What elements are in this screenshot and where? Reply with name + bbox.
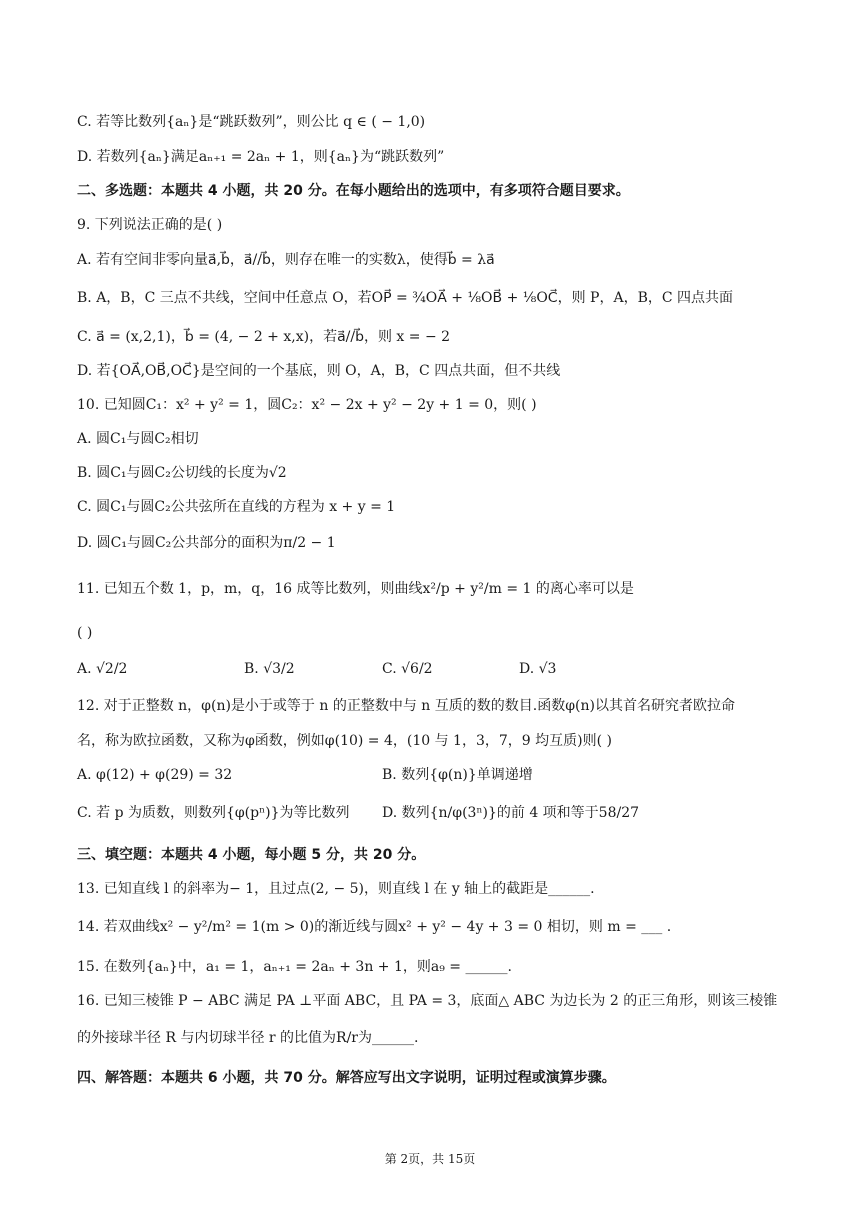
option-12c: C. 若 p 为质数，则数列{φ(pⁿ)}为等比数列: [77, 805, 350, 821]
option-10a: A. 圆C₁与圆C₂相切: [77, 431, 199, 447]
option-10d: D. 圆C₁与圆C₂公共部分的面积为π/2 − 1: [77, 535, 336, 551]
section-4-heading: 四、解答题：本题共 6 小题，共 70 分。解答应写出文字说明，证明过程或演算步骤。: [77, 1070, 616, 1086]
option-12a: A. φ(12) + φ(29) = 32: [77, 767, 233, 783]
question-11: 11. 已知五个数 1，p，m，q，16 成等比数列，则曲线x²/p + y²/m = 1 的离心率可以是: [77, 581, 634, 597]
option-11b: B. √3/2: [244, 661, 295, 677]
option-11d: D. √3: [519, 661, 557, 677]
option-9b: B. A，B，C 三点不共线，空间中任意点 O，若OP⃗ = ¾OA⃗ + ⅛OB⃗ + ⅛OC⃗，则 P，A，B，C 四点共面: [77, 290, 734, 306]
option-8c: C. 若等比数列{aₙ}是“跳跃数列”，则公比 q ∈ ( − 1,0): [77, 114, 426, 130]
option-12d: D. 数列{n/φ(3ⁿ)}的前 4 项和等于58/27: [382, 805, 640, 821]
option-10c: C. 圆C₁与圆C₂公共弦所在直线的方程为 x + y = 1: [77, 499, 396, 515]
option-11c: C. √6/2: [382, 661, 433, 677]
section-3-heading: 三、填空题：本题共 4 小题，每小题 5 分，共 20 分。: [77, 847, 426, 863]
question-10: 10. 已知圆C₁：x² + y² = 1，圆C₂：x² − 2x + y² − 2y + 1 = 0，则( ): [77, 397, 537, 413]
question-16: 16. 已知三棱锥 P − ABC 满足 PA ⊥平面 ABC，且 PA = 3，底面△ ABC 为边长为 2 的正三角形，则该三棱锥: [77, 993, 778, 1009]
question-16-cont: 的外接球半径 R 与内切球半径 r 的比值为R/r为______.: [77, 1030, 419, 1046]
section-2-heading: 二、多选题：本题共 4 小题，共 20 分。在每小题给出的选项中，有多项符合题目要求。: [77, 183, 630, 199]
option-9a: A. 若有空间非零向量a⃗,b⃗，a⃗//b⃗，则存在唯一的实数λ，使得b⃗ = λa⃗: [77, 252, 495, 268]
question-15: 15. 在数列{aₙ}中，a₁ = 1，aₙ₊₁ = 2aₙ + 3n + 1，则a₉ = ______.: [77, 959, 512, 975]
option-9d: D. 若{OA⃗,OB⃗,OC⃗}是空间的一个基底，则 O，A，B，C 四点共面，但不共线: [77, 363, 561, 379]
option-10b: B. 圆C₁与圆C₂公切线的长度为√2: [77, 465, 287, 481]
question-14: 14. 若双曲线x² − y²/m² = 1(m > 0)的渐近线与圆x² + y² − 4y + 3 = 0 相切，则 m = ___ .: [77, 919, 672, 935]
question-13: 13. 已知直线 l 的斜率为− 1，且过点(2, − 5)，则直线 l 在 y 轴上的截距是______.: [77, 881, 595, 897]
option-8d: D. 若数列{aₙ}满足aₙ₊₁ = 2aₙ + 1，则{aₙ}为“跳跃数列”: [77, 149, 445, 165]
question-11-paren: ( ): [77, 625, 93, 641]
option-11a: A. √2/2: [77, 661, 128, 677]
question-12-cont: 名，称为欧拉函数，又称为φ函数，例如φ(10) = 4，(10 与 1，3，7，9 均互质)则( ): [77, 733, 612, 749]
page-footer: 第 2页，共 15页: [384, 1152, 476, 1166]
option-9c: C. a⃗ = (x,2,1)，b⃗ = (4, − 2 + x,x)，若a⃗//b⃗，则 x = − 2: [77, 329, 451, 345]
question-12: 12. 对于正整数 n，φ(n)是小于或等于 n 的正整数中与 n 互质的数的数目.函数φ(n)以其首名研究者欧拉命: [77, 698, 735, 714]
option-12b: B. 数列{φ(n)}单调递增: [382, 767, 533, 783]
question-9: 9. 下列说法正确的是( ): [77, 217, 223, 233]
